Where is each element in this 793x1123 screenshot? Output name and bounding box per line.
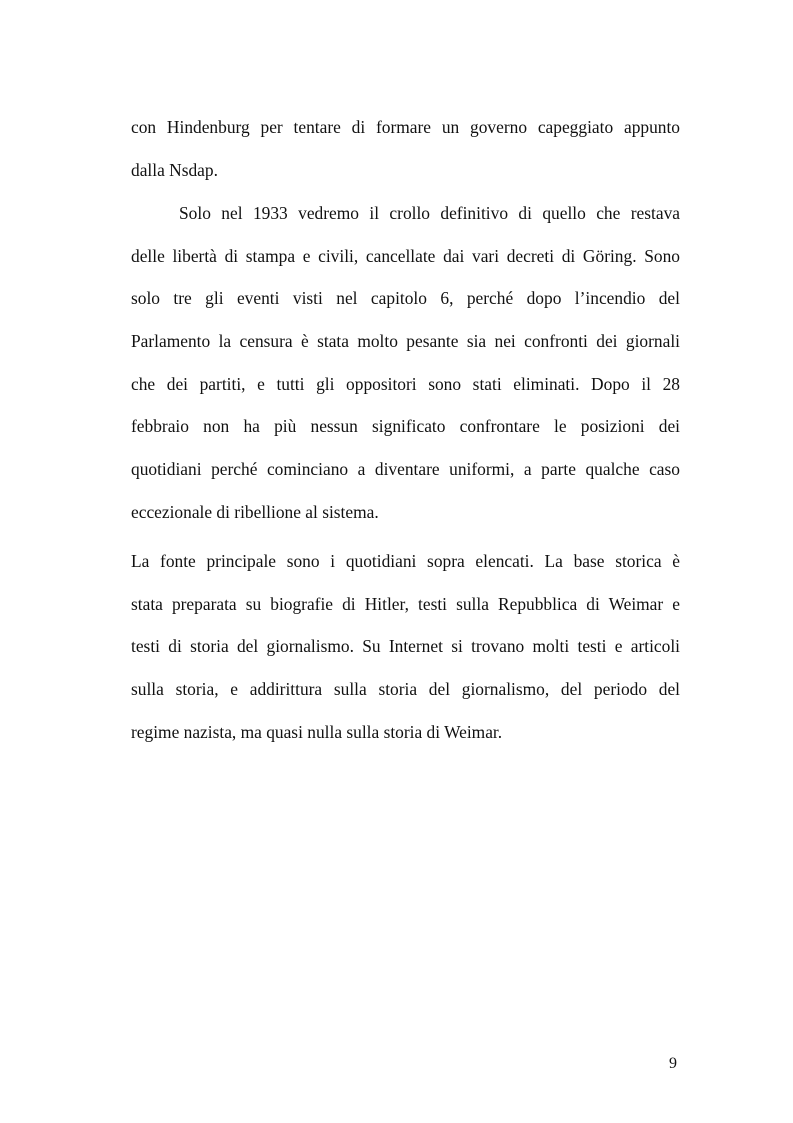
text-line: eccezionale di ribellione al sistema. — [131, 501, 379, 522]
text-line: Solo nel 1933 vedremo il crollo definitivo di quello che restava — [179, 203, 680, 223]
text-line: regime nazista, ma quasi nulla sulla storia di Weimar. — [131, 721, 503, 742]
text-line: testi di storia del giornalismo. Su Internet si trovano molti testi e articoli — [131, 636, 680, 657]
text-line: che dei partiti, e tutti gli oppositori sono stati eliminati. Dopo il 28 — [131, 373, 680, 394]
text-line: con Hindenburg per tentare di formare un governo capeggiato appunto — [131, 117, 680, 137]
text-line: delle libertà di stampa e civili, cancellate dai vari decreti di Göring. Sono — [131, 245, 680, 266]
paragraph-body — [131, 192, 680, 534]
text-line: dalla Nsdap. — [131, 159, 218, 180]
text-line: stata preparata su biografie di Hitler, testi sulla Repubblica di Weimar e — [131, 593, 680, 614]
text-line: Parlamento la censura è stata molto pesante sia nei confronti dei giornali — [131, 331, 680, 352]
page-number: 9 — [669, 1055, 677, 1072]
text-line: solo tre gli eventi visti nel capitolo 6, perché dopo l’incendio del — [131, 288, 680, 309]
text-line: La fonte principale sono i quotidiani sopra elencati. La base storica è — [131, 551, 680, 571]
text-line: quotidiani perché cominciano a diventare uniformi, a parte qualche caso — [131, 459, 680, 480]
paragraph-sources — [131, 540, 680, 753]
paragraph-continuation — [131, 106, 680, 191]
text-line: sulla storia, e addirittura sulla storia del giornalismo, del periodo del — [131, 679, 680, 700]
text-line: febbraio non ha più nessun significato confrontare le posizioni dei — [131, 416, 680, 437]
